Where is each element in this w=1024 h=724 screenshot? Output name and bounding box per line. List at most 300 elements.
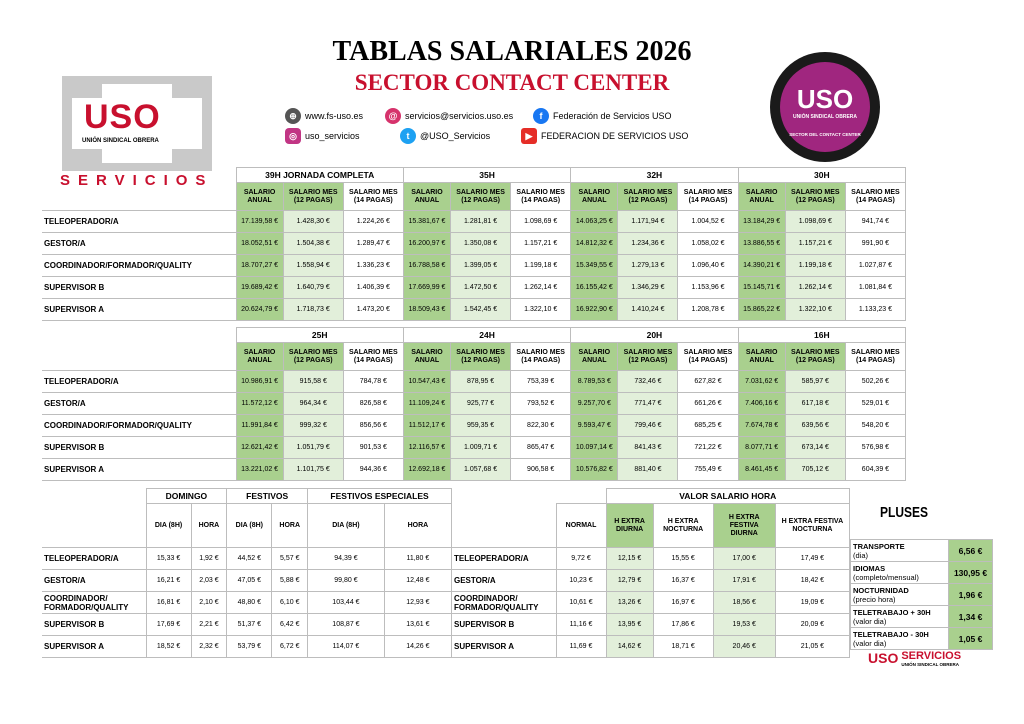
col-header: SALARIO ANUAL: [738, 183, 785, 211]
value-cell: 16,97 €: [653, 592, 713, 614]
value-cell: 44,52 €: [227, 548, 272, 570]
value-cell: 6,10 €: [272, 592, 308, 614]
row-label: SUPERVISOR A: [42, 459, 236, 481]
row-label: SUPERVISOR A: [452, 636, 556, 658]
value-cell: 964,34 €: [283, 393, 343, 415]
row-label: COORDINADOR/ FORMADOR/QUALITY: [452, 592, 556, 614]
value-cell: 7.031,62 €: [738, 371, 785, 393]
table-row: [452, 636, 850, 658]
col-header: SALARIO MES (12 PAGAS): [283, 183, 343, 211]
value-cell: 1.350,08 €: [451, 233, 511, 255]
value-cell: 673,14 €: [785, 437, 845, 459]
value-cell: 1.096,40 €: [678, 255, 738, 277]
col-header: H EXTRA FESTIVA DIURNA: [713, 504, 775, 548]
value-cell: 604,39 €: [845, 459, 905, 481]
value-cell: 1.406,39 €: [343, 277, 403, 299]
plus-row: [851, 540, 993, 562]
value-cell: 1.098,69 €: [511, 211, 571, 233]
contact-facebook[interactable]: f Federación de Servicios USO: [533, 108, 672, 124]
value-cell: 1.640,79 €: [283, 277, 343, 299]
value-cell: 1,92 €: [191, 548, 227, 570]
value-cell: 915,58 €: [283, 371, 343, 393]
value-cell: 1.098,69 €: [785, 211, 845, 233]
instagram-icon: ◎: [285, 128, 301, 144]
value-cell: 1.279,13 €: [618, 255, 678, 277]
value-cell: 16.922,90 €: [571, 299, 618, 321]
table-row: [42, 211, 906, 233]
row-label: TELEOPERADOR/A: [42, 371, 236, 393]
value-cell: 14.390,21 €: [738, 255, 785, 277]
value-cell: 793,52 €: [511, 393, 571, 415]
value-cell: 12.621,42 €: [236, 437, 283, 459]
table-row: [452, 548, 850, 570]
col-header: DIA (8H): [308, 504, 385, 548]
value-cell: 16.200,97 €: [403, 233, 450, 255]
value-cell: 11.109,24 €: [403, 393, 450, 415]
col-header: H EXTRA NOCTURNA: [653, 504, 713, 548]
value-cell: 705,12 €: [785, 459, 845, 481]
group-header: 20H: [571, 328, 738, 343]
value-cell: 10.986,91 €: [236, 371, 283, 393]
value-cell: 1.289,47 €: [343, 233, 403, 255]
value-cell: 585,97 €: [785, 371, 845, 393]
plus-value: 6,56 €: [949, 540, 993, 562]
value-cell: 944,36 €: [343, 459, 403, 481]
plus-label: TRANSPORTE: [853, 541, 905, 551]
col-header: SALARIO MES (14 PAGAS): [678, 183, 738, 211]
value-cell: 617,18 €: [785, 393, 845, 415]
plus-note: (completo/mensual): [853, 572, 919, 582]
value-cell: 7.406,16 €: [738, 393, 785, 415]
value-cell: 1.199,18 €: [785, 255, 845, 277]
table-row: [42, 233, 906, 255]
table-row: [42, 415, 906, 437]
youtube-icon: ▶: [521, 128, 537, 144]
value-cell: 1.322,10 €: [785, 299, 845, 321]
uso-tagline: UNIÓN SINDICAL OBRERA: [82, 138, 159, 144]
value-cell: 10,23 €: [556, 570, 606, 592]
value-cell: 1.058,02 €: [678, 233, 738, 255]
value-cell: 1.542,45 €: [451, 299, 511, 321]
value-cell: 103,44 €: [308, 592, 385, 614]
value-cell: 799,46 €: [618, 415, 678, 437]
contact-email[interactable]: @ servicios@servicios.uso.es: [385, 108, 513, 124]
value-cell: 13,26 €: [606, 592, 653, 614]
group-header: 39H JORNADA COMPLETA: [236, 168, 403, 183]
col-header: SALARIO MES (12 PAGAS): [618, 183, 678, 211]
value-cell: 11.512,17 €: [403, 415, 450, 437]
table-row: [452, 592, 850, 614]
value-cell: 1.208,78 €: [678, 299, 738, 321]
value-cell: 15.865,22 €: [738, 299, 785, 321]
value-cell: 16,81 €: [146, 592, 191, 614]
plus-label: TELETRABAJO + 30H: [853, 607, 931, 617]
value-cell: 16,37 €: [653, 570, 713, 592]
plus-row: [851, 628, 993, 650]
value-cell: 1.157,21 €: [511, 233, 571, 255]
value-cell: 1.558,94 €: [283, 255, 343, 277]
value-cell: 529,01 €: [845, 393, 905, 415]
value-cell: 17,91 €: [713, 570, 775, 592]
value-cell: 15.145,71 €: [738, 277, 785, 299]
contact-twitter[interactable]: t @USO_Servicios: [400, 128, 490, 144]
value-cell: 1.473,20 €: [343, 299, 403, 321]
group-header: DOMINGO: [146, 489, 227, 504]
col-header: SALARIO ANUAL: [236, 183, 283, 211]
value-cell: 13,61 €: [384, 614, 451, 636]
table-row: [42, 548, 452, 570]
plus-note: (valor dia): [853, 616, 887, 626]
value-cell: 5,57 €: [272, 548, 308, 570]
value-cell: 18,56 €: [713, 592, 775, 614]
value-cell: 1.472,50 €: [451, 277, 511, 299]
col-header: SALARIO ANUAL: [571, 183, 618, 211]
contact-web[interactable]: ⊕ www.fs-uso.es: [285, 108, 363, 124]
value-cell: 1.004,52 €: [678, 211, 738, 233]
value-cell: 627,82 €: [678, 371, 738, 393]
value-cell: 17,69 €: [146, 614, 191, 636]
value-cell: 1.262,14 €: [511, 277, 571, 299]
table-row: [42, 437, 906, 459]
col-header: SALARIO MES (12 PAGAS): [785, 343, 845, 371]
group-header: 24H: [403, 328, 570, 343]
pluses-title: PLUSES: [880, 504, 929, 521]
value-cell: 8.789,53 €: [571, 371, 618, 393]
value-cell: 999,32 €: [283, 415, 343, 437]
value-cell: 856,56 €: [343, 415, 403, 437]
value-cell: 15.381,67 €: [403, 211, 450, 233]
value-cell: 2,32 €: [191, 636, 227, 658]
group-header: FESTIVOS: [227, 489, 308, 504]
value-cell: 771,47 €: [618, 393, 678, 415]
row-label: GESTOR/A: [42, 570, 146, 592]
value-cell: 17.139,58 €: [236, 211, 283, 233]
group-header: FESTIVOS ESPECIALES: [308, 489, 452, 504]
value-cell: 784,78 €: [343, 371, 403, 393]
table-row: [42, 459, 906, 481]
value-cell: 685,25 €: [678, 415, 738, 437]
value-cell: 826,58 €: [343, 393, 403, 415]
col-header: SALARIO MES (14 PAGAS): [678, 343, 738, 371]
page-subtitle: SECTOR CONTACT CENTER: [354, 70, 670, 95]
value-cell: 14,26 €: [384, 636, 451, 658]
value-cell: 1.051,79 €: [283, 437, 343, 459]
value-cell: 48,80 €: [227, 592, 272, 614]
value-cell: 19.689,42 €: [236, 277, 283, 299]
group-header: VALOR SALARIO HORA: [606, 489, 850, 504]
col-header: H EXTRA DIURNA: [606, 504, 653, 548]
value-cell: 941,74 €: [845, 211, 905, 233]
value-cell: 15.349,55 €: [571, 255, 618, 277]
value-cell: 639,56 €: [785, 415, 845, 437]
col-header: SALARIO MES (12 PAGAS): [283, 343, 343, 371]
servicios-wordmark: SERVICIOS: [60, 172, 214, 189]
row-label: GESTOR/A: [42, 233, 236, 255]
table-row: [452, 570, 850, 592]
value-cell: 1.171,94 €: [618, 211, 678, 233]
col-header: HORA: [272, 504, 308, 548]
value-cell: 865,47 €: [511, 437, 571, 459]
value-cell: 1.718,73 €: [283, 299, 343, 321]
value-cell: 10.097,14 €: [571, 437, 618, 459]
value-cell: 12,15 €: [606, 548, 653, 570]
value-cell: 11.572,12 €: [236, 393, 283, 415]
col-header: SALARIO MES (14 PAGAS): [845, 343, 905, 371]
value-cell: 841,43 €: [618, 437, 678, 459]
col-header: SALARIO ANUAL: [571, 343, 618, 371]
plus-label: NOCTURNIDAD: [853, 585, 909, 595]
value-cell: 18.707,27 €: [236, 255, 283, 277]
value-cell: 17,86 €: [653, 614, 713, 636]
col-header: SALARIO MES (14 PAGAS): [343, 343, 403, 371]
value-cell: 1.281,81 €: [451, 211, 511, 233]
value-cell: 901,53 €: [343, 437, 403, 459]
web-icon: ⊕: [285, 108, 301, 124]
value-cell: 12,93 €: [384, 592, 451, 614]
value-cell: 1.262,14 €: [785, 277, 845, 299]
col-header: SALARIO ANUAL: [403, 343, 450, 371]
col-header: SALARIO MES (14 PAGAS): [845, 183, 905, 211]
value-cell: 6,72 €: [272, 636, 308, 658]
value-cell: 6,42 €: [272, 614, 308, 636]
twitter-icon: t: [400, 128, 416, 144]
plus-label-cell: [851, 540, 949, 562]
value-cell: 47,05 €: [227, 570, 272, 592]
value-cell: 53,79 €: [227, 636, 272, 658]
value-cell: 17.669,99 €: [403, 277, 450, 299]
uso-brand-right: USO: [796, 84, 854, 114]
value-cell: 10.576,82 €: [571, 459, 618, 481]
plus-row: [851, 606, 993, 628]
value-cell: 18,42 €: [775, 570, 849, 592]
holiday-pay-table: [42, 488, 452, 658]
value-cell: 16,21 €: [146, 570, 191, 592]
value-cell: 755,49 €: [678, 459, 738, 481]
table-row: [42, 636, 452, 658]
value-cell: 2,21 €: [191, 614, 227, 636]
value-cell: 2,10 €: [191, 592, 227, 614]
footer-logo: USO SERVICIOS UNIÓN SINDICAL OBRERA: [868, 650, 962, 667]
row-label: TELEOPERADOR/A: [452, 548, 556, 570]
value-cell: 1.133,23 €: [845, 299, 905, 321]
value-cell: 14,62 €: [606, 636, 653, 658]
value-cell: 576,98 €: [845, 437, 905, 459]
row-label: GESTOR/A: [452, 570, 556, 592]
hourly-rate-table: [452, 488, 850, 658]
plus-note: (dia): [853, 550, 869, 560]
page-title: TABLAS SALARIALES 2026: [332, 36, 692, 67]
value-cell: 16.155,42 €: [571, 277, 618, 299]
plus-label: IDIOMAS: [853, 563, 886, 573]
row-label: GESTOR/A: [42, 393, 236, 415]
col-header: SALARIO MES (12 PAGAS): [618, 343, 678, 371]
value-cell: 16.788,58 €: [403, 255, 450, 277]
value-cell: 925,77 €: [451, 393, 511, 415]
value-cell: 991,90 €: [845, 233, 905, 255]
email-icon: @: [385, 108, 401, 124]
table-row: [452, 614, 850, 636]
value-cell: 51,37 €: [227, 614, 272, 636]
table-row: [42, 592, 452, 614]
plus-value: 1,34 €: [949, 606, 993, 628]
value-cell: 1.234,36 €: [618, 233, 678, 255]
value-cell: 1.410,24 €: [618, 299, 678, 321]
col-header: SALARIO MES (12 PAGAS): [451, 183, 511, 211]
value-cell: 1.081,84 €: [845, 277, 905, 299]
value-cell: 19,53 €: [713, 614, 775, 636]
plus-label-cell: [851, 562, 949, 584]
value-cell: 8.077,71 €: [738, 437, 785, 459]
value-cell: 1.153,96 €: [678, 277, 738, 299]
plus-row: [851, 562, 993, 584]
col-header: SALARIO ANUAL: [236, 343, 283, 371]
value-cell: 21,05 €: [775, 636, 849, 658]
value-cell: 502,26 €: [845, 371, 905, 393]
table-row: [42, 570, 452, 592]
value-cell: 19,09 €: [775, 592, 849, 614]
row-label: SUPERVISOR B: [42, 277, 236, 299]
value-cell: 13.886,55 €: [738, 233, 785, 255]
row-label: TELEOPERADOR/A: [42, 211, 236, 233]
value-cell: 12,79 €: [606, 570, 653, 592]
table-row: [42, 393, 906, 415]
plus-label: TELETRABAJO - 30H: [853, 629, 929, 639]
group-header: 25H: [236, 328, 403, 343]
value-cell: 753,39 €: [511, 371, 571, 393]
facebook-icon: f: [533, 108, 549, 124]
pluses-table: [850, 539, 993, 650]
value-cell: 906,58 €: [511, 459, 571, 481]
value-cell: 959,35 €: [451, 415, 511, 437]
value-cell: 10,61 €: [556, 592, 606, 614]
table-row: [42, 614, 452, 636]
value-cell: 11,80 €: [384, 548, 451, 570]
plus-value: 130,95 €: [949, 562, 993, 584]
value-cell: 9.593,47 €: [571, 415, 618, 437]
col-header: SALARIO MES (12 PAGAS): [451, 343, 511, 371]
value-cell: 1.009,71 €: [451, 437, 511, 459]
value-cell: 1.027,87 €: [845, 255, 905, 277]
plus-value: 1,05 €: [949, 628, 993, 650]
value-cell: 17,00 €: [713, 548, 775, 570]
value-cell: 9,72 €: [556, 548, 606, 570]
value-cell: 20,09 €: [775, 614, 849, 636]
row-label: COORDINADOR/FORMADOR/QUALITY: [42, 415, 236, 437]
value-cell: 13.221,02 €: [236, 459, 283, 481]
value-cell: 1.399,05 €: [451, 255, 511, 277]
plus-row: [851, 584, 993, 606]
ring-text: SECTOR DEL CONTACT CENTER: [789, 132, 861, 137]
uso-brand: USO: [84, 98, 161, 136]
value-cell: 13,95 €: [606, 614, 653, 636]
group-header: 30H: [738, 168, 905, 183]
col-header: HORA: [191, 504, 227, 548]
value-cell: 18,71 €: [653, 636, 713, 658]
col-header: SALARIO ANUAL: [403, 183, 450, 211]
row-label: SUPERVISOR A: [42, 299, 236, 321]
value-cell: 15,55 €: [653, 548, 713, 570]
row-label: SUPERVISOR B: [42, 437, 236, 459]
value-cell: 18.509,43 €: [403, 299, 450, 321]
contact-instagram[interactable]: ◎ uso_servicios: [285, 128, 360, 144]
value-cell: 11.991,84 €: [236, 415, 283, 437]
col-header: SALARIO MES (14 PAGAS): [511, 183, 571, 211]
value-cell: 13.184,29 €: [738, 211, 785, 233]
salary-table-part-time: [42, 327, 906, 481]
value-cell: 1.101,75 €: [283, 459, 343, 481]
col-header: DIA (8H): [146, 504, 191, 548]
value-cell: 114,07 €: [308, 636, 385, 658]
plus-label-cell: [851, 584, 949, 606]
row-label: SUPERVISOR B: [452, 614, 556, 636]
value-cell: 1.504,38 €: [283, 233, 343, 255]
value-cell: 15,33 €: [146, 548, 191, 570]
value-cell: 17,49 €: [775, 548, 849, 570]
value-cell: 822,30 €: [511, 415, 571, 437]
plus-label-cell: [851, 628, 949, 650]
value-cell: 108,87 €: [308, 614, 385, 636]
table-row: [42, 255, 906, 277]
value-cell: 14.063,25 €: [571, 211, 618, 233]
col-header: SALARIO MES (12 PAGAS): [785, 183, 845, 211]
contact-youtube[interactable]: ▶ FEDERACION DE SERVICIOS USO: [521, 128, 688, 144]
value-cell: 1.157,21 €: [785, 233, 845, 255]
row-label: SUPERVISOR A: [42, 636, 146, 658]
uso-tagline-right: UNIÓN SINDICAL OBRERA: [792, 114, 858, 120]
value-cell: 8.461,45 €: [738, 459, 785, 481]
row-label: COORDINADOR/FORMADOR/QUALITY: [42, 255, 236, 277]
plus-label-cell: [851, 606, 949, 628]
value-cell: 20,46 €: [713, 636, 775, 658]
value-cell: 94,39 €: [308, 548, 385, 570]
group-header: 16H: [738, 328, 905, 343]
value-cell: 10.547,43 €: [403, 371, 450, 393]
value-cell: 548,20 €: [845, 415, 905, 437]
value-cell: 661,26 €: [678, 393, 738, 415]
value-cell: 12.116,57 €: [403, 437, 450, 459]
plus-note: (valor dia): [853, 638, 887, 648]
plus-note: (precio hora): [853, 594, 896, 604]
value-cell: 1.336,23 €: [343, 255, 403, 277]
table-row: [42, 299, 906, 321]
value-cell: 18.052,51 €: [236, 233, 283, 255]
value-cell: 732,46 €: [618, 371, 678, 393]
value-cell: 1.428,30 €: [283, 211, 343, 233]
col-header: DIA (8H): [227, 504, 272, 548]
value-cell: 14.812,32 €: [571, 233, 618, 255]
contact-center-logo: [770, 52, 880, 162]
value-cell: 11,69 €: [556, 636, 606, 658]
value-cell: 2,03 €: [191, 570, 227, 592]
col-header: NORMAL: [556, 504, 606, 548]
value-cell: 881,40 €: [618, 459, 678, 481]
value-cell: 1.224,26 €: [343, 211, 403, 233]
value-cell: 99,80 €: [308, 570, 385, 592]
col-header: SALARIO MES (14 PAGAS): [343, 183, 403, 211]
group-header: 35H: [403, 168, 570, 183]
value-cell: 20.624,79 €: [236, 299, 283, 321]
value-cell: 7.674,78 €: [738, 415, 785, 437]
row-label: COORDINADOR/ FORMADOR/QUALITY: [42, 592, 146, 614]
value-cell: 18,52 €: [146, 636, 191, 658]
value-cell: 9.257,70 €: [571, 393, 618, 415]
group-header: 32H: [571, 168, 738, 183]
row-label: TELEOPERADOR/A: [42, 548, 146, 570]
col-header: SALARIO MES (14 PAGAS): [511, 343, 571, 371]
value-cell: 878,95 €: [451, 371, 511, 393]
value-cell: 11,16 €: [556, 614, 606, 636]
plus-value: 1,96 €: [949, 584, 993, 606]
